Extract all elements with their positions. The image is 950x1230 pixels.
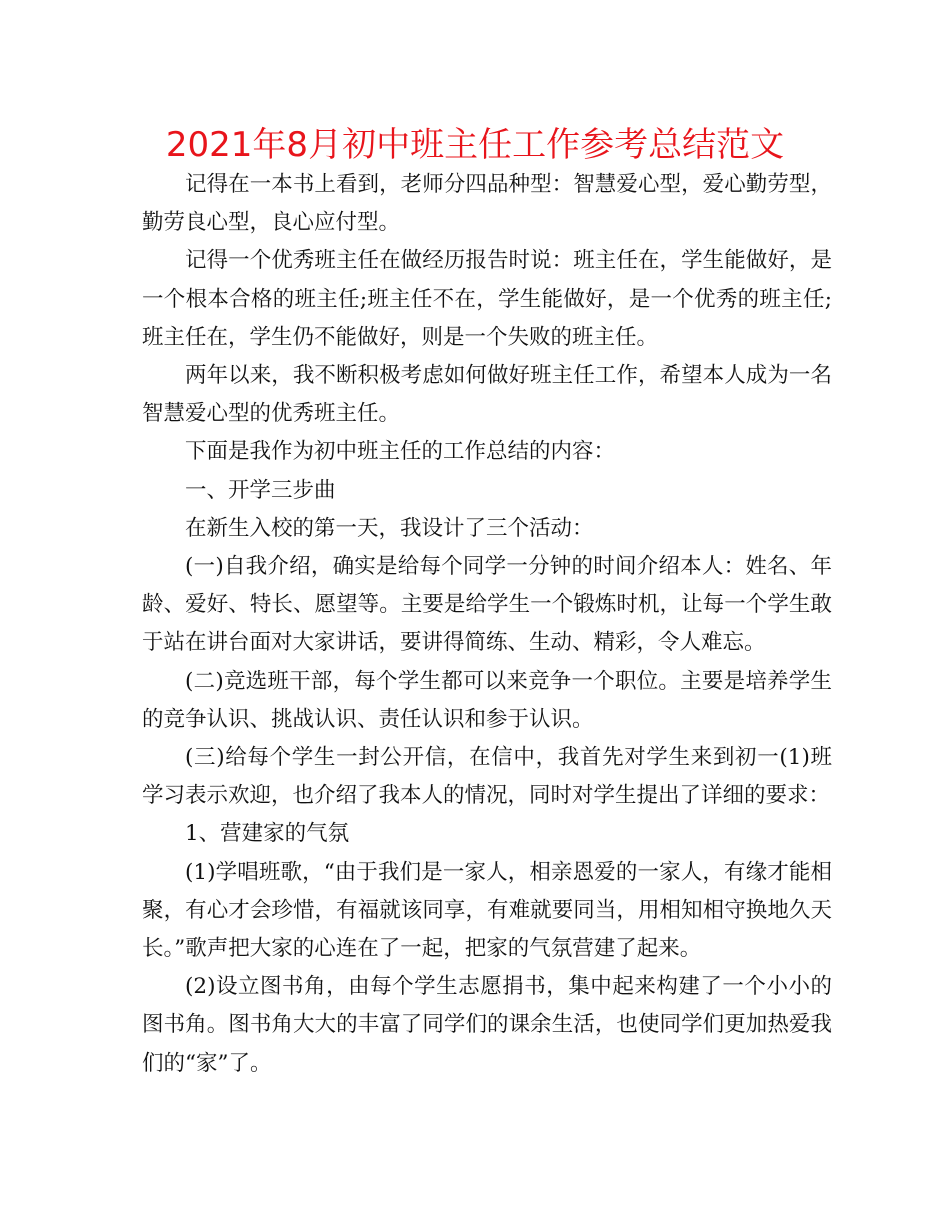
paragraph: (1)学唱班歌，“由于我们是一家人，相亲恩爱的一家人，有缘才能相聚，有心才会珍惜，有福就该同享，有难就要同当，用相知相守换地久天长。”歌声把大家的心连在了一起，把家的气氛营建了起来。 [142, 859, 832, 962]
paragraph: 记得在一本书上看到，老师分四品种型：智慧爱心型，爱心勤劳型，勤劳良心型，良心应付型。 [142, 172, 832, 236]
paragraph: (三)给每个学生一封公开信，在信中，我首先对学生来到初一(1)班学习表示欢迎，也介绍了我本人的情况，同时对学生提出了详细的要求： [142, 745, 832, 809]
paragraph: 在新生入校的第一天，我设计了三个活动： [185, 515, 594, 541]
paragraph: 下面是我作为初中班主任的工作总结的内容： [185, 439, 616, 465]
section-heading: 一、开学三步曲 [185, 477, 336, 503]
paragraph: 记得一个优秀班主任在做经历报告时说：班主任在，学生能做好，是一个根本合格的班主任;班主任不在，学生能做好，是一个优秀的班主任;班主任在，学生仍不能做好，则是一个失败的班主任。 [142, 248, 832, 350]
paragraph: (一)自我介绍，确实是给每个同学一分钟的时间介绍本人：姓名、年龄、爱好、特长、愿望等。主要是给学生一个锻炼时机，让每一个学生敢于站在讲台面对大家讲话，要讲得简练、生动、精彩，令人难忘。 [142, 554, 832, 656]
document-title: 2021年8月初中班主任工作参考总结范文 [165, 125, 785, 165]
paragraph: (二)竞选班干部，每个学生都可以来竞争一个职位。主要是培养学生的竞争认识、挑战认识、责任认识和参于认识。 [142, 668, 832, 732]
document-body [142, 166, 832, 1083]
paragraph: 两年以来，我不断积极考虑如何做好班主任工作，希望本人成为一名智慧爱心型的优秀班主任。 [142, 363, 832, 427]
subsection-heading: 1、营建家的气氛 [185, 821, 350, 847]
paragraph: (2)设立图书角，由每个学生志愿捐书，集中起来构建了一个小小的图书角。图书角大大的丰富了同学们的课余生活，也使同学们更加热爱我们的“家”了。 [142, 974, 832, 1076]
